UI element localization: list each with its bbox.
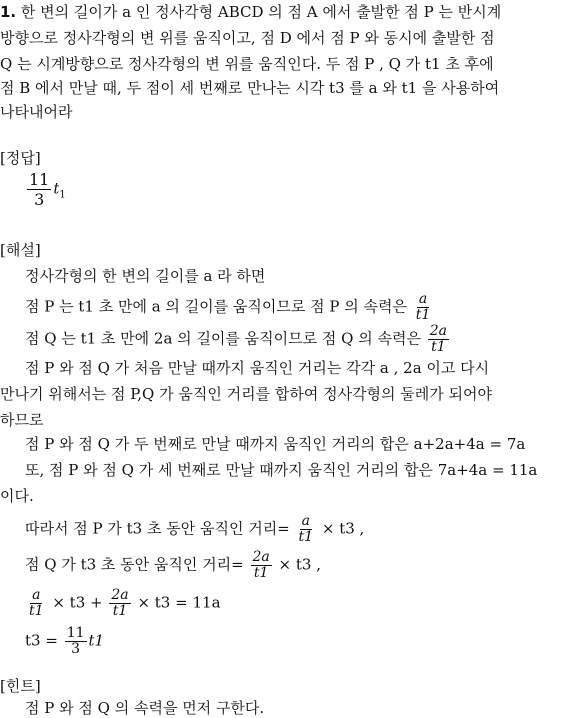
problem-line-5: [0, 102, 72, 122]
q-speed-num: 2a: [429, 323, 447, 339]
final-den: 3: [71, 641, 81, 657]
problem-line-4: [0, 78, 499, 98]
q-distance-den: t1: [253, 565, 269, 581]
problem-line-1: [0, 2, 501, 22]
problem-text-5: 나타내어라: [0, 103, 73, 121]
answer-label: [정답]: [0, 149, 41, 167]
final-num: 11: [66, 625, 85, 641]
q-speed-fraction: [428, 324, 449, 355]
problem-line-2: [0, 28, 570, 48]
eq-num-1: a: [32, 587, 41, 603]
solution-line-2: [25, 292, 434, 323]
eq-result: = 11a: [175, 593, 221, 612]
solution-text-2: 점 P 는 t1 초 만에 a 의 길이를 움직이므로 점 P 의 속력은: [25, 297, 407, 316]
solution-line-1: 정사각형의 한 변의 길이를 a 라 하면: [25, 267, 266, 285]
hint-text: 점 P 와 점 Q 의 속력을 먼저 구한다.: [25, 699, 265, 717]
q-distance-fraction: [251, 550, 272, 581]
p-distance-fraction: [297, 514, 316, 545]
eq-den-1: t1: [29, 603, 44, 619]
problem-text-1: 한 변의 길이가 a 인 정사각형 ABCD 의 점 A 에서 출발한 점 P 는 반시계: [20, 3, 502, 21]
p-speed-fraction: [414, 292, 433, 323]
final-fraction: [65, 626, 87, 657]
answer-variable: t: [53, 179, 60, 198]
solution-line-8: 또, 점 P 와 점 Q 가 세 번째로 만날 때까지 움직인 거리의 합은 7a+4a = 11a: [25, 461, 538, 479]
p-speed-num: a: [418, 291, 428, 307]
q-distance-num: 2a: [252, 549, 270, 565]
eq-fraction-2: [109, 588, 130, 619]
eq-fraction-1: [27, 588, 46, 619]
q-distance-times: × t3 ,: [278, 555, 321, 574]
problem-text-2: 방향으로 정사각형의 변 위를 움직이고, 점 D 에서 점 P 와 동시에 출발한 점: [0, 29, 495, 47]
p-speed-den: t1: [415, 307, 431, 323]
answer-expression: [25, 170, 66, 209]
answer-subscript: 1: [59, 189, 66, 201]
eq-num-2: 2a: [111, 587, 129, 603]
eq-plus: +: [90, 593, 103, 612]
solution-line-6: 하므로: [0, 411, 44, 429]
solution-equation: [25, 588, 221, 619]
answer-fraction: [27, 170, 51, 209]
solution-line-3: [25, 324, 451, 355]
solution-line-10: [25, 514, 364, 545]
q-distance-text: 점 Q 가 t3 초 동안 움직인 거리=: [25, 555, 244, 574]
eq-times-1: × t3: [52, 593, 86, 612]
eq-den-2: t1: [112, 603, 128, 619]
solution-final: [25, 626, 104, 657]
solution-label: [해설]: [0, 241, 41, 259]
solution-line-11: [25, 550, 321, 581]
p-distance-times: × t3 ,: [321, 519, 365, 538]
problem-text-4: 점 B 에서 만날 때, 두 점이 세 번째로 만나는 시각 t3 를 a 와 t1 을 사용하여: [0, 79, 500, 97]
problem-number: 1.: [0, 3, 17, 21]
p-distance-text: 따라서 점 P 가 t3 초 동안 움직인 거리=: [25, 519, 290, 538]
p-distance-den: t1: [298, 529, 314, 545]
solution-line-4: 점 P 와 점 Q 가 처음 만날 때까지 움직인 거리는 각각 a , 2a 이고 다시: [25, 359, 490, 377]
solution-line-9: 이다.: [0, 487, 34, 505]
solution-line-7: 점 P 와 점 Q 가 두 번째로 만날 때까지 움직인 거리의 합은 a+2a+4a = 7a: [25, 435, 526, 453]
final-lhs: t3 =: [25, 631, 58, 650]
final-var: t1: [88, 631, 105, 650]
eq-times-2: × t3: [137, 593, 171, 612]
solution-text-3: 점 Q 는 t1 초 만에 2a 의 길이를 움직이므로 점 Q 의 속력은: [25, 329, 421, 348]
q-speed-den: t1: [431, 339, 446, 355]
problem-text-3: Q 는 시계방향으로 정사각형의 변 위를 움직인다. 두 점 P , Q 가 t1 초 후에: [0, 55, 494, 73]
solution-line-5: 만나기 위해서는 점 P,Q 가 움직인 거리를 합하여 정사각형의 둘레가 되어야: [0, 385, 493, 403]
p-distance-num: a: [301, 513, 310, 529]
problem-line-3: [0, 54, 494, 74]
answer-denominator: 3: [34, 190, 45, 209]
hint-label: [힌트]: [0, 677, 41, 695]
answer-numerator: 11: [29, 170, 50, 189]
